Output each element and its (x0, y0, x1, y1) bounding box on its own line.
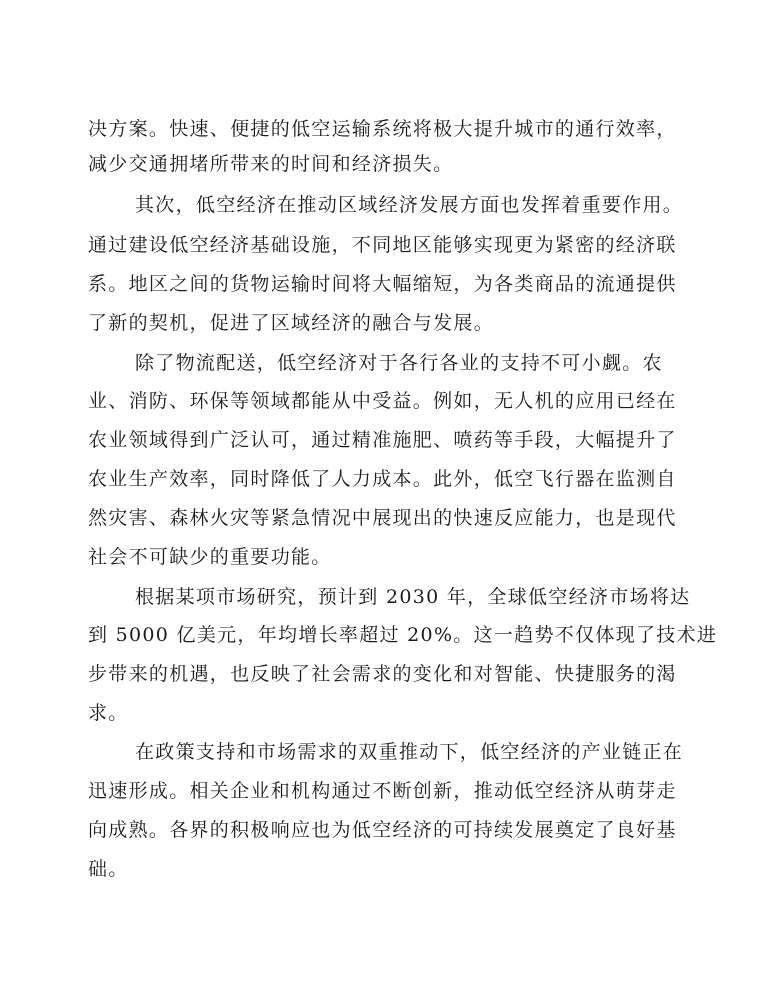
text-line: 业、消防、环保等领域都能从中受益。例如，无人机的应用已经在 (88, 390, 677, 412)
paragraph-first-line: 除了物流配送，低空经济对于各行各业的支持不可小觑。农 (135, 352, 663, 374)
text-line: 通过建设低空经济基础设施，不同地区能够实现更为紧密的经济联 (88, 234, 677, 256)
text-line: 决方案。快速、便捷的低空运输系统将极大提升城市的通行效率， (88, 118, 677, 140)
paragraph-first-line: 在政策支持和市场需求的双重推动下，低空经济的产业链正在 (135, 741, 684, 763)
text-line: 系。地区之间的货物运输时间将大幅缩短，为各类商品的流通提供 (88, 273, 677, 295)
text-line: 农业领域得到广泛认可，通过精准施肥、喷药等手段，大幅提升了 (88, 429, 677, 451)
text-line: 向成熟。各界的积极响应也为低空经济的可持续发展奠定了良好基 (88, 819, 677, 841)
text-line: 然灾害、森林火灾等紧急情况中展现出的快速反应能力，也是现代 (88, 507, 677, 529)
text-line: 社会不可缺少的重要功能。 (88, 546, 332, 568)
text-line: 了新的契机，促进了区域经济的融合与发展。 (88, 312, 495, 334)
text-line: 减少交通拥堵所带来的时间和经济损失。 (88, 153, 454, 175)
text-line: 迅速形成。相关企业和机构通过不断创新，推动低空经济从萌芽走 (88, 780, 677, 802)
paragraph-first-line: 其次，低空经济在推动区域经济发展方面也发挥着重要作用。 (135, 194, 684, 216)
paragraph-first-line: 根据某项市场研究，预计到 2030 年，全球低空经济市场将达 (135, 586, 691, 608)
text-line: 农业生产效率，同时降低了人力成本。此外，低空飞行器在监测自 (88, 468, 677, 490)
text-line: 步带来的机遇，也反映了社会需求的变化和对智能、快捷服务的渴 (88, 663, 677, 685)
text-line: 到 5000 亿美元，年均增长率超过 20%。这一趋势不仅体现了技术进 (88, 624, 718, 646)
text-line: 础。 (88, 858, 129, 880)
text-line: 求。 (88, 702, 129, 724)
